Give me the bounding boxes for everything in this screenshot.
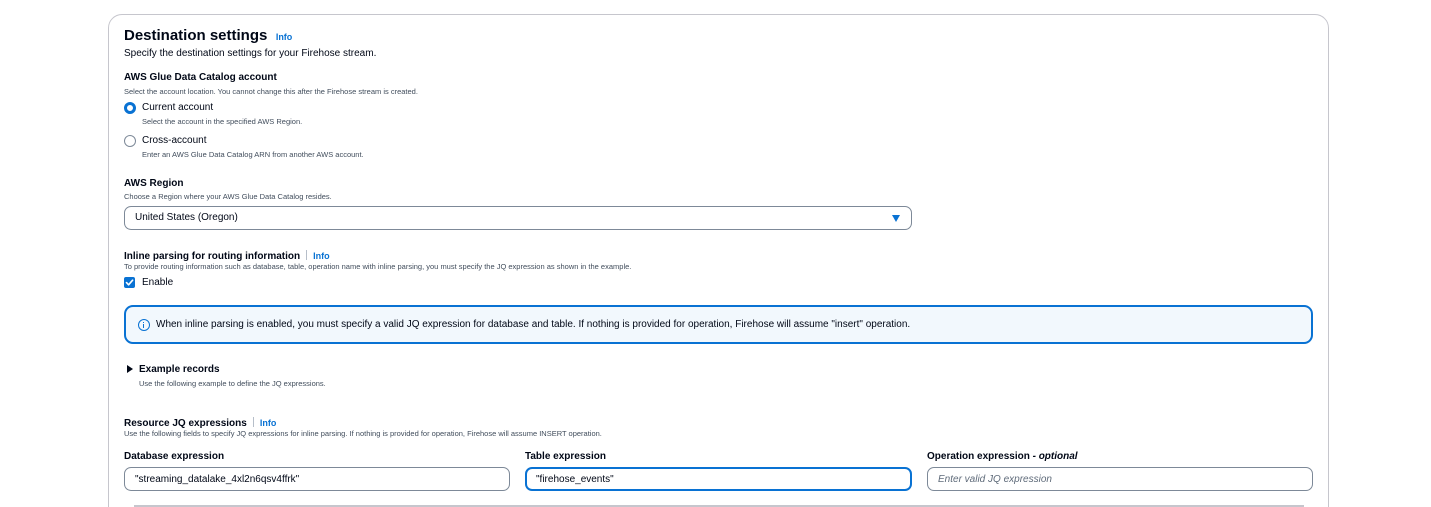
info-icon	[138, 319, 150, 331]
separator	[253, 417, 254, 427]
resource-jq-description: Use the following fields to specify JQ expressions for inline parsing. If nothing is provided for operation, Firehose will assume INSERT operation.	[124, 429, 602, 438]
table-expression-label: Table expression	[525, 451, 606, 462]
enable-checkbox-label[interactable]: Enable	[142, 277, 174, 288]
example-records-toggle[interactable]: Example records	[139, 364, 220, 375]
caret-down-icon	[892, 215, 900, 222]
optional-label: - optional	[1029, 451, 1078, 462]
region-select[interactable]	[124, 206, 912, 230]
checkmark-icon	[125, 278, 134, 287]
radio-cross-account[interactable]	[124, 135, 136, 147]
operation-expression-input[interactable]	[927, 467, 1313, 491]
section-description: Specify the destination settings for your Firehose stream.	[124, 48, 377, 59]
info-alert	[124, 305, 1313, 344]
inline-parsing-description: To provide routing information such as database, table, operation name with inline parsing, you must specify the JQ expression as shown in the example.	[124, 262, 632, 271]
current-account-description: Select the account in the specified AWS Region.	[142, 117, 303, 126]
operation-expression-label	[927, 451, 1078, 462]
operation-expression-label-text: Operation expression	[927, 451, 1030, 462]
section-title: Destination settings	[124, 27, 268, 44]
region-select-value: United States (Oregon)	[135, 212, 238, 223]
resource-jq-info-link[interactable]: Info	[259, 418, 277, 428]
table-expression-input[interactable]	[525, 467, 912, 491]
glue-account-description: Select the account location. You cannot change this after the Firehose stream is created.	[124, 87, 418, 96]
example-records-description: Use the following example to define the JQ expressions.	[139, 379, 326, 388]
inline-parsing-label: Inline parsing for routing information	[124, 251, 301, 262]
database-expression-label: Database expression	[124, 451, 225, 462]
cross-account-description: Enter an AWS Glue Data Catalog ARN from another AWS account.	[142, 150, 364, 159]
info-alert-text: When inline parsing is enabled, you must specify a valid JQ expression for database and table. If nothing is provided for operation, Firehose will assume "insert" operation.	[156, 319, 911, 330]
glue-account-label: AWS Glue Data Catalog account	[124, 72, 277, 83]
enable-checkbox[interactable]	[124, 277, 135, 288]
caret-right-icon[interactable]	[127, 365, 133, 373]
inline-parsing-info-link[interactable]: Info	[313, 251, 330, 261]
database-expression-input[interactable]	[124, 467, 510, 491]
section-info-link[interactable]: Info	[275, 32, 293, 42]
cross-account-label[interactable]: Cross-account	[142, 135, 207, 146]
region-description: Choose a Region where your AWS Glue Data Catalog resides.	[124, 192, 332, 201]
resource-jq-label: Resource JQ expressions	[124, 418, 247, 429]
region-label: AWS Region	[124, 178, 184, 189]
current-account-label[interactable]: Current account	[142, 102, 214, 113]
section-header	[124, 27, 292, 45]
separator	[306, 250, 307, 260]
radio-current-account[interactable]	[124, 102, 136, 114]
